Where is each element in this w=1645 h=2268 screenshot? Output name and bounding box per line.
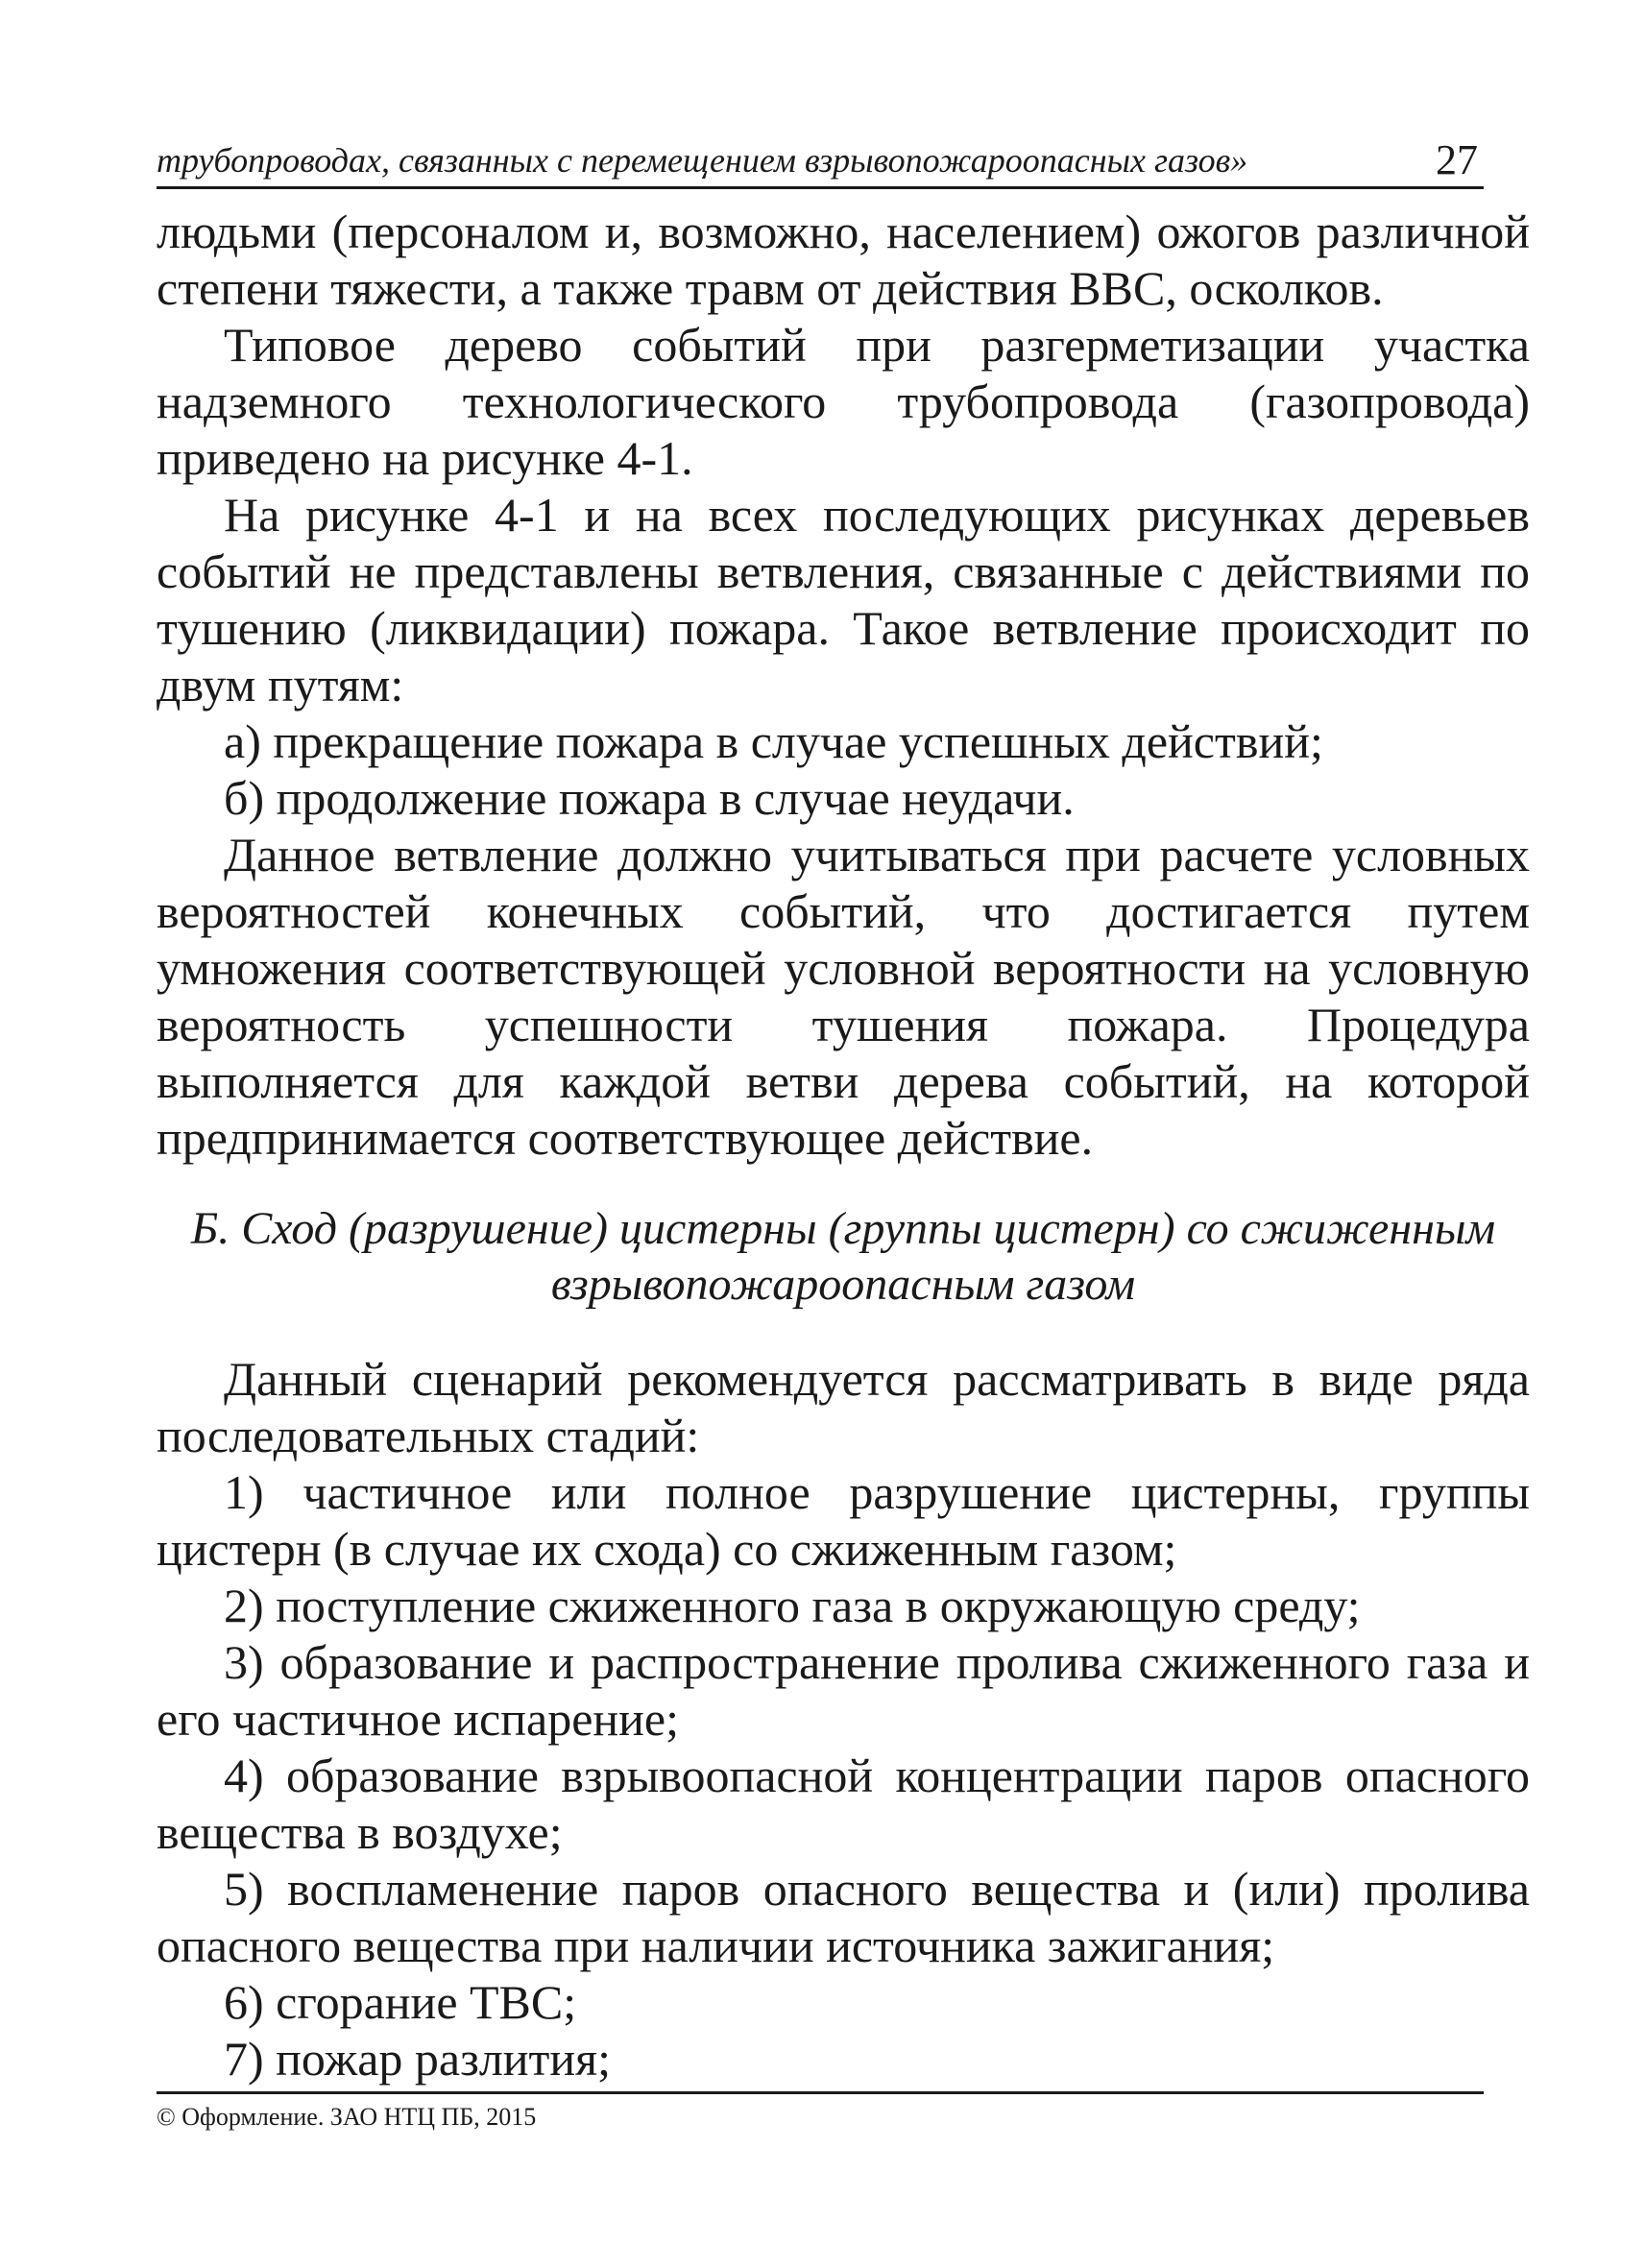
list-item: 3) образование и распространение пролива сжиженного газа и его частичное испарение; [157,1635,1530,1746]
list-item: б) продолжение пожара в случае неудачи. [224,771,1075,825]
paragraph: Данный сценарий рекомендуется рассматривать в виде ряда последовательных стадий: [157,1352,1530,1462]
list-item: 7) пожар разлития; [224,2032,612,2086]
list-item: 2) поступление сжиженного газа в окружающую среду; [224,1579,1361,1632]
running-title: трубопроводах, связанных с перемещением взрывопожароопасных газов» [157,141,1248,180]
list-item: 6) сгорание ТВС; [224,1975,577,2029]
list-item: 5) воспламенение паров опасного вещества и (или) пролива опасного вещества при наличии источника зажигания; [157,1862,1530,1972]
paragraph: людьми (персоналом и, возможно, населением) ожогов различной степени тяжести, а также травм от действия ВВС, осколков. [157,205,1530,315]
paragraph: Данное ветвление должно учитываться при расчете условных вероятностей конечных событий, что достигается путем умножения соответствующей условной вероятности на условную вероятность успешности тушения пожара. Процедура выполняется для каждой ветви дерева событий, на которой предпринимается соответствующее действие. [157,828,1530,1165]
section-heading-line: Б. Сход (разрушение) цистерны (группы цистерн) со сжиженным [190,1203,1496,1254]
list-item: а) прекращение пожара в случае успешных действий; [224,714,1323,768]
body-text [157,204,1530,2087]
paragraph: Типовое дерево событий при разгерметизации участка надземного технологического трубопровода (газопровода) приведено на рисунке 4-1. [157,318,1530,485]
list-item: 1) частичное или полное разрушение цистерны, группы цистерн (в случае их схода) со сжиженным газом; [157,1465,1530,1576]
running-header [157,133,1484,189]
list-item: 4) образование взрывоопасной концентрации паров опасного вещества в воздухе; [157,1749,1530,1859]
section-heading [157,1201,1530,1313]
footer-divider [157,2091,1484,2094]
footer-copyright: © Оформление. ЗАО НТЦ ПБ, 2015 [157,2103,537,2131]
paragraph: На рисунке 4-1 и на всех последующих рисунках деревьев событий не представлены ветвления, связанные с действиями по тушению (ликвидации) пожара. Такое ветвление происходит по двум путям: [157,488,1530,712]
section-heading-line: взрывопожароопасным газом [550,1259,1136,1310]
page-number: 27 [1436,136,1478,183]
